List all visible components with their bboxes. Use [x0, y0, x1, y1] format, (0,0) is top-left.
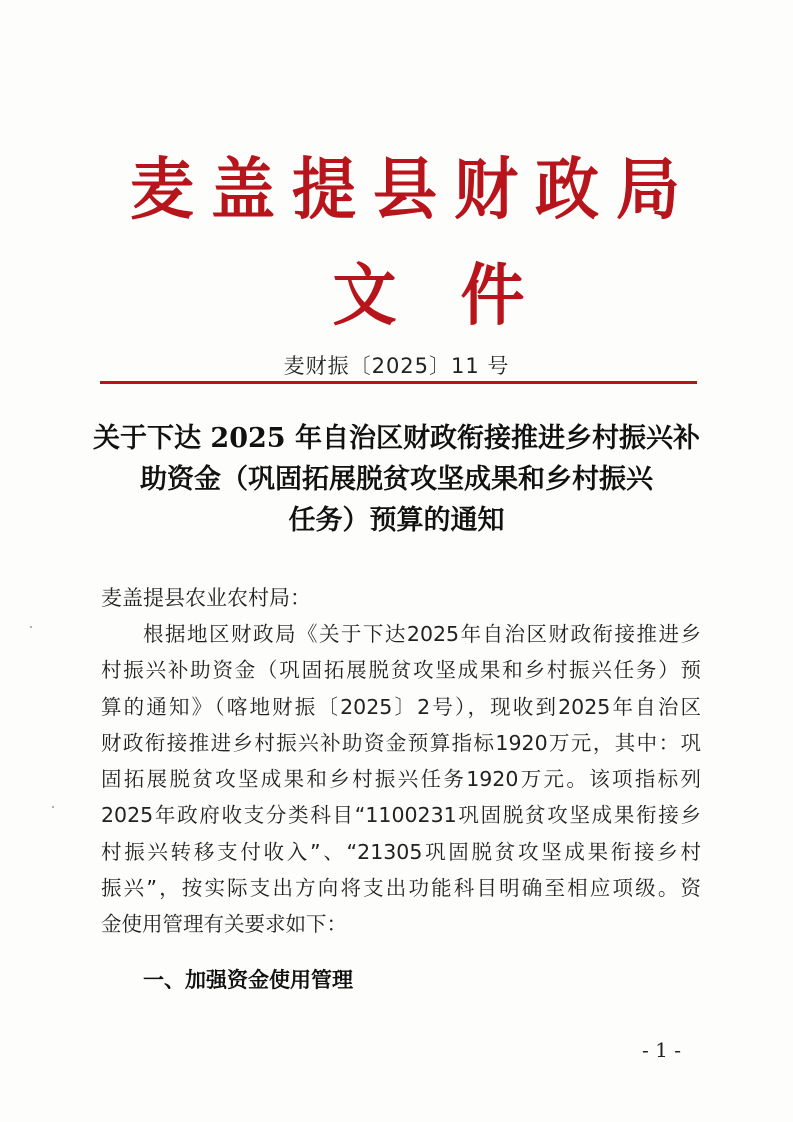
body-line: 算的通知》（喀地财振〔2025〕2号），现收到2025年自治区: [101, 694, 701, 719]
subject-line: 任务）预算的通知: [288, 505, 505, 536]
document-subject: [80, 418, 713, 541]
page-number: - 1 -: [642, 1038, 681, 1062]
body-line: 根据地区财政局《关于下达2025年自治区财政衔接推进乡: [143, 622, 701, 646]
addressee: 麦盖提县农业农村局：: [101, 586, 311, 610]
scan-speck: [52, 806, 54, 808]
body-paragraph: [101, 616, 701, 943]
document-word-title: 文件: [332, 256, 589, 336]
issuing-organization-title: 麦盖提县财政局: [130, 150, 697, 230]
subject-line: 助资金（巩固拓展脱贫攻坚成果和乡村振兴: [140, 464, 653, 495]
body-line: 村振兴补助资金（巩固拓展脱贫攻坚成果和乡村振兴任务）预: [101, 658, 701, 683]
scan-speck: [30, 626, 32, 628]
body-line: 村振兴转移支付收入”、“21305巩固脱贫攻坚成果衔接乡村: [101, 839, 701, 864]
body-line: 固拓展脱贫攻坚成果和乡村振兴任务1920万元。该项指标列: [101, 767, 701, 792]
body-line: 2025年政府收支分类科目“1100231巩固脱贫攻坚成果衔接乡: [101, 803, 701, 828]
section-heading: 一、加强资金使用管理: [143, 968, 353, 992]
body-line: 金使用管理有关要求如下：: [101, 912, 347, 937]
body-line: 振兴”，按实际支出方向将支出功能科目明确至相应项级。资: [101, 876, 701, 901]
red-divider-line: [100, 381, 697, 384]
body-line: 财政衔接推进乡村振兴补助资金预算指标1920万元，其中：巩: [101, 730, 701, 755]
document-number: 麦财振〔2025〕11 号: [283, 354, 510, 378]
subject-line: 关于下达 2025 年自治区财政衔接推进乡村振兴补: [93, 423, 700, 454]
